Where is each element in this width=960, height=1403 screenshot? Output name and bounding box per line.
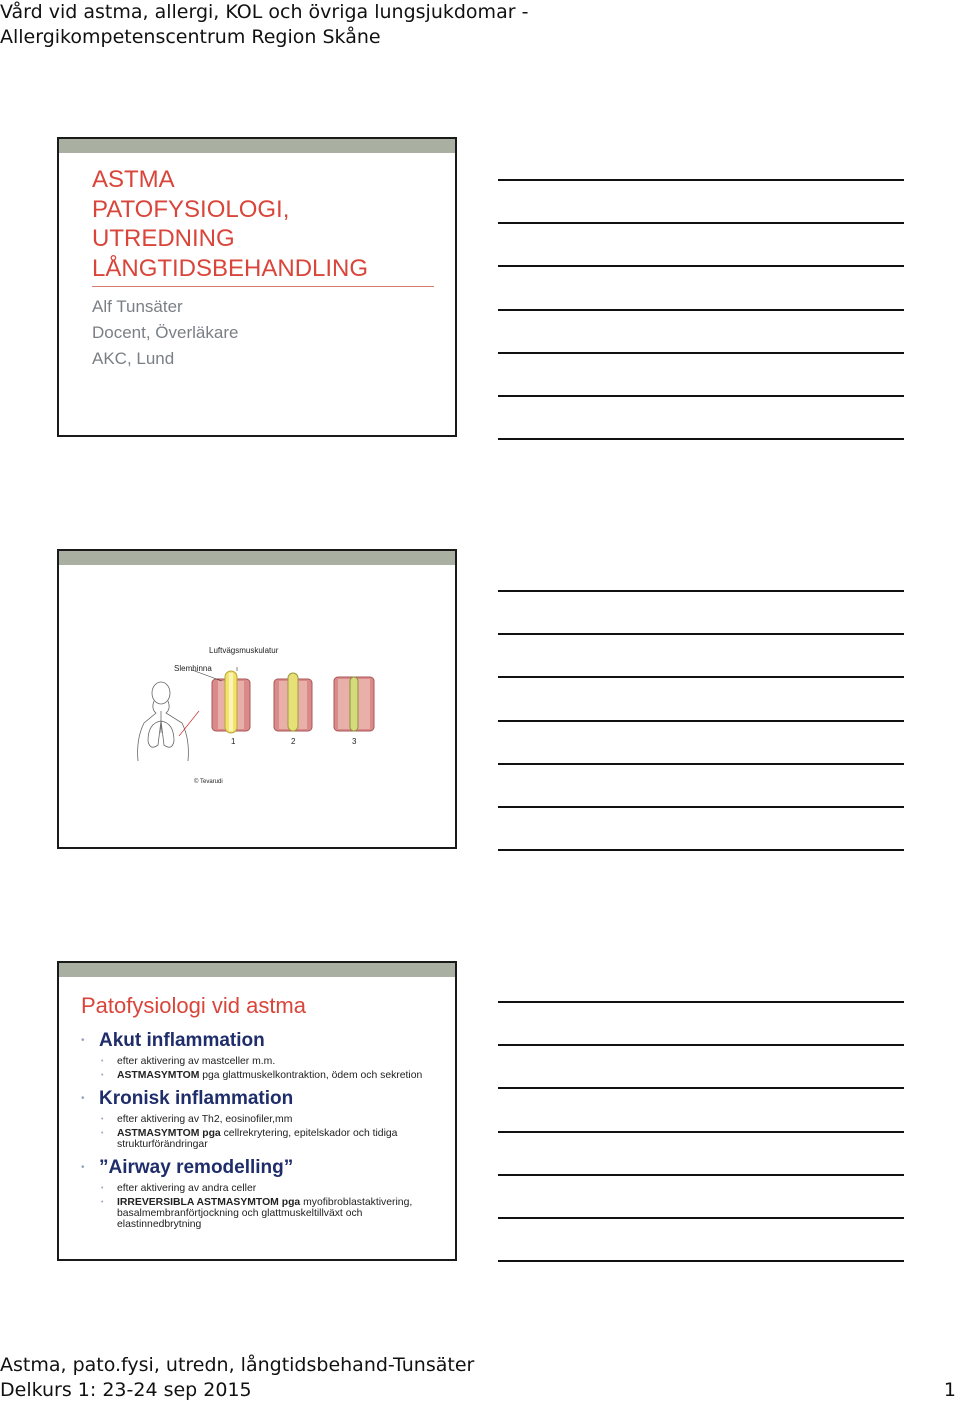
note-line (498, 806, 904, 808)
bullet-item (81, 1183, 441, 1194)
title-line: LÅNGTIDSBEHANDLING (92, 254, 369, 282)
slide-1-title (57, 137, 457, 437)
footer-line-1: Astma, pato.fysi, utredn, långtidsbehand-Tunsäter (0, 1354, 475, 1376)
airway-number: 3 (352, 737, 357, 746)
note-line (498, 222, 904, 224)
bullet-item-bold: IRREVERSIBLA ASTMASYMTOM pga (117, 1197, 301, 1208)
bullet-heading: • Akut inflammation (81, 1029, 441, 1053)
bullet-item-bold: ASTMASYMTOM (117, 1070, 200, 1081)
note-line (498, 395, 904, 397)
bullet-item-text: pga glattmuskelkontraktion, ödem och sekretion (199, 1070, 423, 1081)
bullet-heading: • Kronisk inflammation (81, 1087, 441, 1111)
title-line: UTREDNING (92, 225, 235, 252)
illustration-copyright: © Tevarudi (194, 779, 223, 785)
human-torso-icon (138, 682, 189, 761)
note-line (498, 1044, 904, 1046)
airway-number: 1 (231, 737, 236, 746)
note-line (498, 1001, 904, 1003)
bullet-item-bold: ASTMASYMTOM pga (117, 1128, 221, 1139)
note-line (498, 633, 904, 635)
bullet-item (81, 1128, 441, 1150)
note-line (498, 1131, 904, 1133)
note-line (498, 179, 904, 181)
note-line (498, 352, 904, 354)
document-footer (0, 1353, 474, 1403)
airway-tube-3-icon (334, 677, 374, 731)
author-affiliation: AKC, Lund (92, 349, 175, 368)
bullet-item-text: cellrekrytering, epitelskador och tidiga strukturförändringar (117, 1128, 398, 1150)
note-line (498, 676, 904, 678)
note-line (498, 309, 904, 311)
note-line (498, 1260, 904, 1262)
note-line (498, 849, 904, 851)
label-mucosa: Slemhinna (174, 664, 212, 673)
bullet-item-text: myofibroblastaktivering, basalmembranförtjockning och glattmuskeltillväxt och elastinnedbrytning (117, 1197, 413, 1230)
title-divider (92, 286, 434, 287)
bullet-item-text: efter aktivering av Th2, eosinofiler,mm (117, 1114, 293, 1125)
header-line-2: Allergikompetenscentrum Region Skåne (0, 26, 381, 48)
bullet-item (81, 1070, 441, 1081)
note-line (498, 265, 904, 267)
author-block (92, 294, 238, 372)
label-airway-muscle: Luftvägsmuskulatur (209, 646, 279, 655)
airway-number: 2 (291, 737, 296, 746)
page-number: 1 (943, 1379, 956, 1401)
note-line (498, 763, 904, 765)
slide-topbar (59, 551, 455, 565)
slide-3-title: Patofysiologi vid astma (81, 993, 306, 1018)
bullet-item-text: efter aktivering av andra celler (117, 1183, 257, 1194)
slide-3-bullets (81, 1029, 441, 1230)
bullet-heading: • ”Airway remodelling” (81, 1156, 441, 1180)
slide-topbar (59, 963, 455, 977)
note-line (498, 438, 904, 440)
header-line-1: Vård vid astma, allergi, KOL och övriga lungsjukdomar - (0, 1, 529, 23)
airway-illustration (134, 641, 384, 791)
author-title: Docent, Överläkare (92, 323, 239, 342)
airway-tube-2-icon (274, 673, 312, 731)
slide-topbar (59, 139, 455, 153)
title-line: ASTMA (92, 166, 175, 193)
title-line: PATOFYSIOLOGI, (92, 195, 290, 223)
slide-1-title-text (92, 165, 368, 283)
note-line (498, 1174, 904, 1176)
note-line (498, 720, 904, 722)
note-line (498, 590, 904, 592)
note-line (498, 1087, 904, 1089)
bullet-item (81, 1114, 441, 1125)
document-header (0, 0, 528, 50)
bullet-item (81, 1197, 441, 1230)
slide-3-pathophysiology (57, 961, 457, 1261)
bullet-item-text: efter aktivering av mastceller m.m. (117, 1056, 276, 1067)
footer-line-2: Delkurs 1: 23-24 sep 2015 (0, 1379, 252, 1401)
author-name: Alf Tunsäter (92, 297, 183, 316)
slide-2-illustration (57, 549, 457, 849)
airway-tube-1-icon (212, 671, 250, 733)
note-line (498, 1217, 904, 1219)
bullet-item (81, 1056, 441, 1067)
